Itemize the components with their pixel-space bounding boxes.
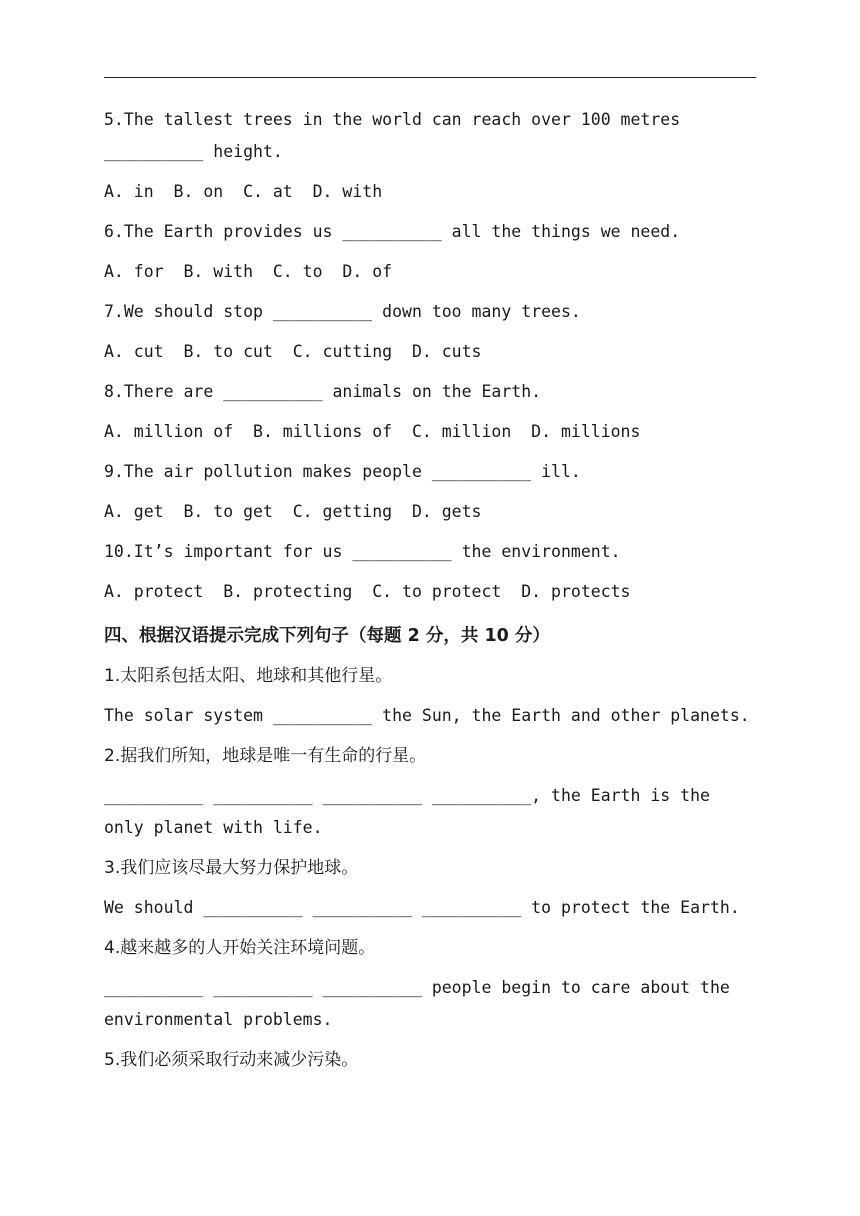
mc-question-6: [104, 216, 764, 288]
answer-options: A. protect B. protecting C. to protect D. protects: [104, 582, 631, 601]
english-sentence-cont: only planet with life.: [104, 818, 323, 837]
english-sentence: The solar system __________ the Sun, the Earth and other planets.: [104, 706, 750, 725]
translation-item-2: [104, 740, 764, 844]
mc-question-9: [104, 456, 764, 528]
header-rule: [104, 77, 756, 78]
mc-question-8: [104, 376, 764, 448]
worksheet-content: [104, 104, 764, 1084]
translation-item-1: [104, 660, 764, 732]
answer-options: A. in B. on C. at D. with: [104, 182, 383, 201]
english-sentence: __________ __________ __________ __________, the Earth is the: [104, 786, 710, 805]
chinese-prompt: 3.我们应该尽最大努力保护地球。: [104, 858, 359, 878]
question-text: 8.There are __________ animals on the Earth.: [104, 382, 542, 401]
answer-options: A. for B. with C. to D. of: [104, 262, 393, 281]
mc-question-10: [104, 536, 764, 608]
chinese-prompt: 4.越来越多的人开始关注环境问题。: [104, 938, 376, 958]
mc-question-5: [104, 104, 764, 208]
question-text-cont: __________ height.: [104, 142, 283, 161]
translation-item-5: [104, 1044, 764, 1076]
chinese-prompt: 2.据我们所知，地球是唯一有生命的行星。: [104, 746, 427, 766]
answer-options: A. cut B. to cut C. cutting D. cuts: [104, 342, 482, 361]
english-sentence-cont: environmental problems.: [104, 1010, 333, 1029]
question-text: 6.The Earth provides us __________ all the things we need.: [104, 222, 681, 241]
section-heading: 四、根据汉语提示完成下列句子（每题 2 分，共 10 分）: [104, 626, 550, 646]
answer-options: A. million of B. millions of C. million D. millions: [104, 422, 641, 441]
answer-options: A. get B. to get C. getting D. gets: [104, 502, 482, 521]
english-sentence: We should __________ __________ __________ to protect the Earth.: [104, 898, 740, 917]
chinese-prompt: 1.太阳系包括太阳、地球和其他行星。: [104, 666, 393, 686]
translation-item-3: [104, 852, 764, 924]
question-text: 9.The air pollution makes people __________ ill.: [104, 462, 581, 481]
question-text: 10.It’s important for us __________ the environment.: [104, 542, 621, 561]
english-sentence: __________ __________ __________ people begin to care about the: [104, 978, 730, 997]
chinese-prompt: 5.我们必须采取行动来减少污染。: [104, 1050, 359, 1070]
question-text: 7.We should stop __________ down too many trees.: [104, 302, 581, 321]
question-text: 5.The tallest trees in the world can reach over 100 metres: [104, 110, 681, 129]
mc-question-7: [104, 296, 764, 368]
translation-item-4: [104, 932, 764, 1036]
